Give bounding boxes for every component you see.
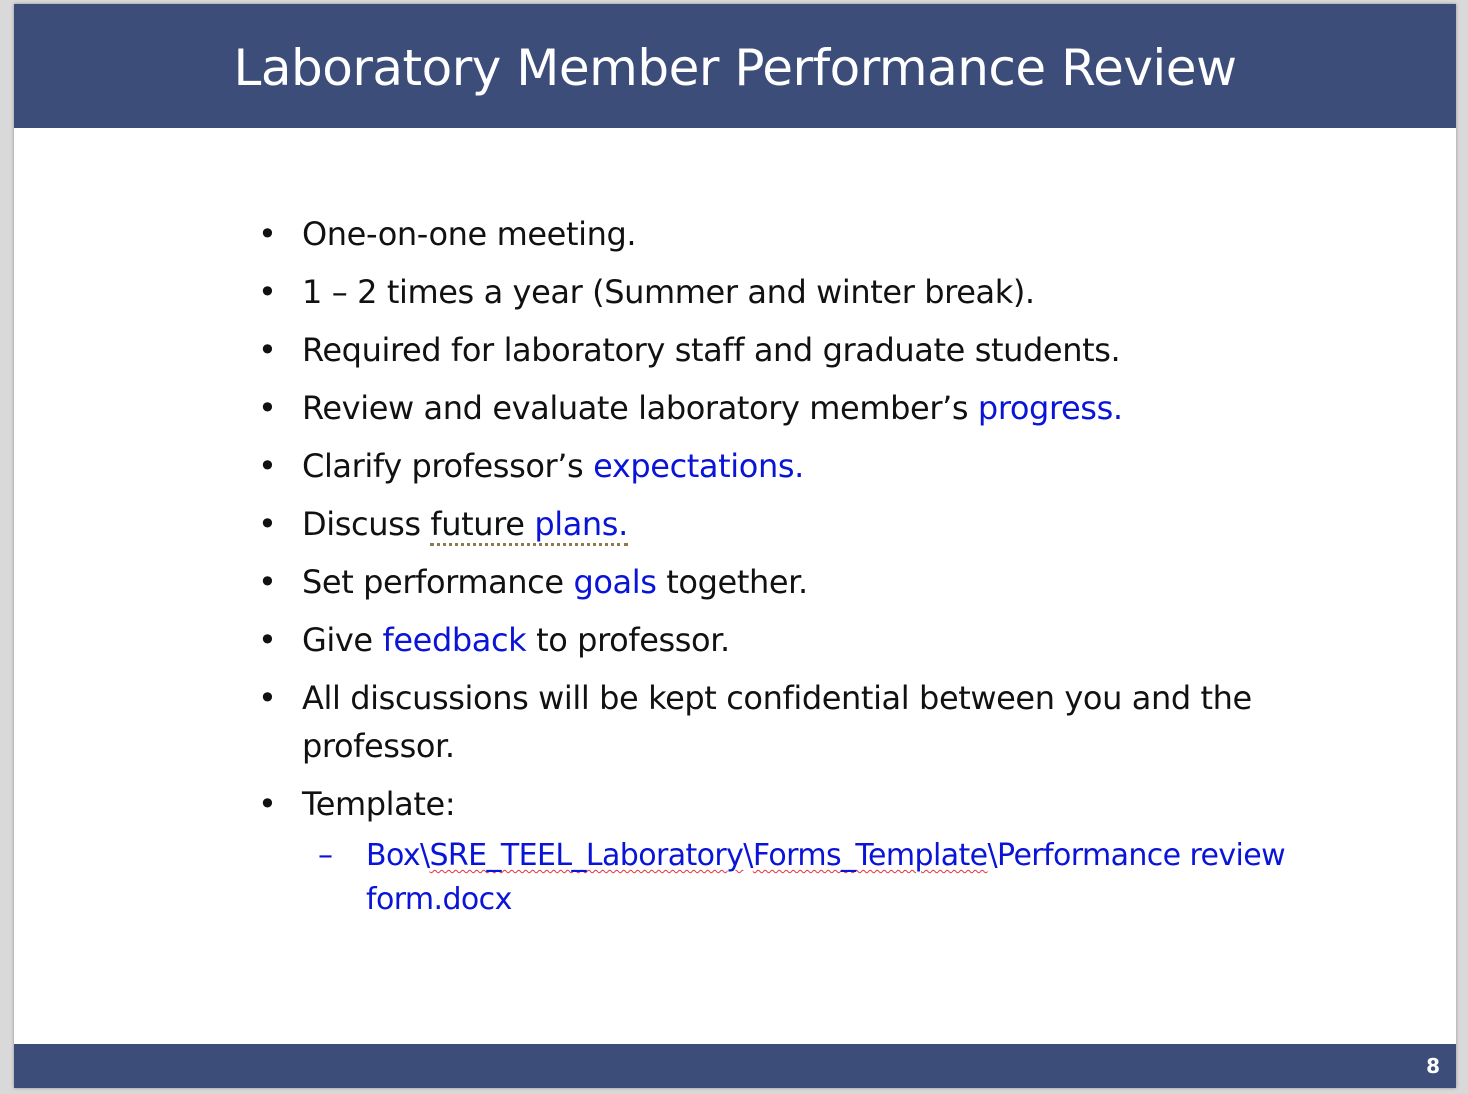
footer-bar xyxy=(14,1044,1456,1088)
bullet-item xyxy=(246,780,1346,922)
word-space xyxy=(525,505,535,543)
bullet-text-after: together. xyxy=(656,563,808,601)
path-part-forms-template: Forms_Template xyxy=(752,838,988,873)
path-prefix: Box\ xyxy=(366,838,430,873)
bullet-item xyxy=(246,500,1346,548)
bullet-text-after: to professor. xyxy=(526,621,730,659)
bullet-text: Clarify professor’s xyxy=(302,447,594,485)
bullet-item xyxy=(246,268,1346,316)
path-suffix: \Performance review form.docx xyxy=(366,838,1286,917)
path-separator: \ xyxy=(743,838,753,873)
highlight-expectations: expectations. xyxy=(593,447,804,485)
highlight-plans: plans. xyxy=(534,505,628,543)
template-path xyxy=(302,834,1346,922)
bullet-text: Template: xyxy=(302,785,456,823)
highlight-feedback: feedback xyxy=(382,621,527,659)
bullet-list xyxy=(246,210,1346,922)
bullet-text: All discussions will be kept confidential between you and the professor. xyxy=(302,679,1252,765)
bullet-text: 1 – 2 times a year (Summer and winter break). xyxy=(302,273,1035,311)
bullet-text: Give xyxy=(302,621,383,659)
highlight-progress: progress. xyxy=(977,389,1123,427)
slide xyxy=(14,4,1456,1088)
bullet-text: Discuss xyxy=(302,505,431,543)
bullet-item xyxy=(246,442,1346,490)
path-part-laboratory: SRE_TEEL_Laboratory xyxy=(429,838,744,873)
bullet-item xyxy=(246,210,1346,258)
bullet-text: Required for laboratory staff and graduate students. xyxy=(302,331,1121,369)
sub-bullet-list xyxy=(302,834,1346,922)
bullet-text: One-on-one meeting. xyxy=(302,215,637,253)
title-bar xyxy=(14,4,1456,128)
bullet-item xyxy=(246,384,1346,432)
slide-content xyxy=(246,210,1346,932)
bullet-item xyxy=(246,558,1346,606)
bullet-item xyxy=(246,326,1346,374)
bullet-item xyxy=(246,674,1346,770)
slide-title: Laboratory Member Performance Review xyxy=(233,39,1237,97)
page-number: 8 xyxy=(1426,1054,1440,1078)
grammar-underlined-phrase xyxy=(430,505,627,546)
underlined-word-future: future xyxy=(430,505,525,543)
highlight-goals: goals xyxy=(573,563,657,601)
bullet-text: Review and evaluate laboratory member’s xyxy=(302,389,978,427)
bullet-item xyxy=(246,616,1346,664)
bullet-text: Set performance xyxy=(302,563,574,601)
